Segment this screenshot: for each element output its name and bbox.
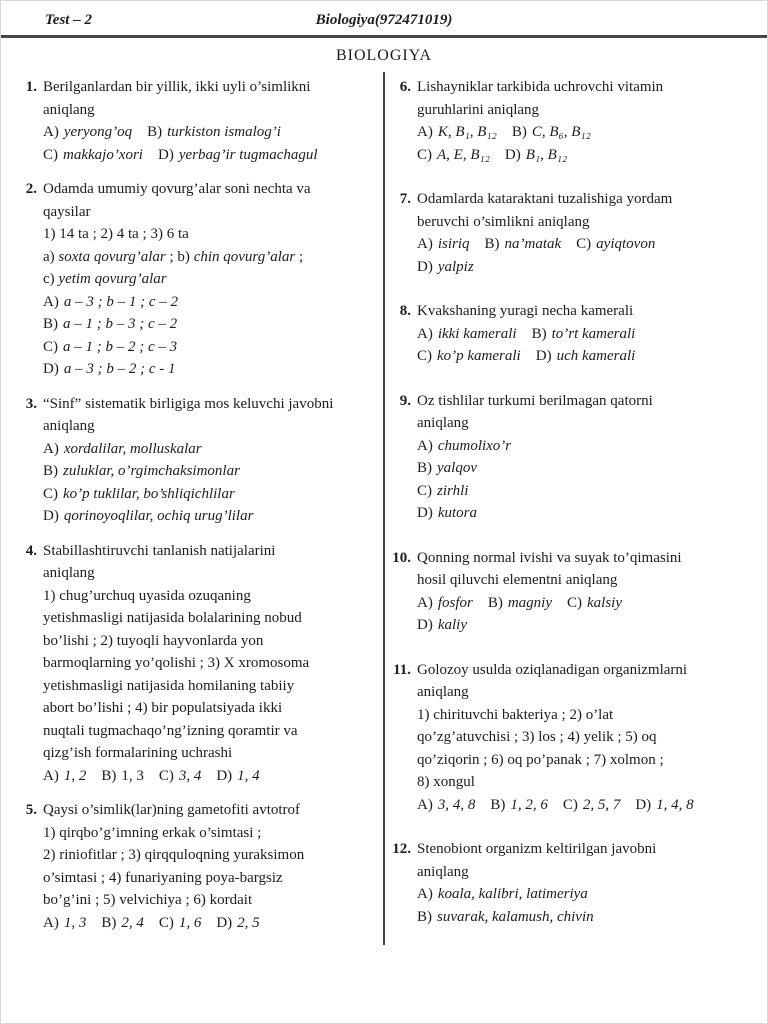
option-label: A) (43, 293, 59, 310)
options-row (417, 233, 765, 256)
option-text: a – 1 ; b – 3 ; c – 2 (63, 316, 178, 332)
question-item-line (43, 630, 373, 653)
question-stem-line: qaysilar (43, 203, 91, 220)
option-A (43, 438, 202, 461)
options-row (417, 435, 765, 458)
question-item-line (43, 652, 373, 675)
question-number: 1. (25, 79, 37, 95)
option-text: yeryong’oq (63, 124, 133, 140)
options-row (43, 505, 373, 528)
question-stem-line: Stenobiont organizm keltirilgan javobni (417, 841, 657, 857)
option-text: C, B₆, B₁₂ (531, 124, 591, 140)
option-text: 1, 4 (237, 767, 260, 784)
options-row (417, 502, 765, 525)
question-number: 4. (25, 542, 37, 559)
option-D (216, 765, 259, 788)
question-stem-line: Golozoy usulda oziqlanadigan organizmlarni (417, 661, 688, 678)
question-content (417, 838, 765, 928)
option-B (43, 460, 240, 483)
page-header (1, 12, 767, 33)
question (389, 390, 765, 525)
option-text: 2, 5 (237, 914, 260, 931)
option-A (43, 912, 86, 935)
question-item-line (43, 675, 373, 698)
option-D (43, 358, 175, 381)
option-text: xordalilar, molluskalar (63, 440, 202, 457)
option-label: C) (158, 914, 174, 931)
question-stem-line: aniqlang (417, 415, 469, 431)
question-stem-line: Stabillashtiruvchi tanlanish natijalarini (43, 542, 276, 559)
option-label: D) (635, 796, 652, 813)
options-row (417, 883, 765, 906)
option-label: C) (417, 348, 432, 364)
option-label: D) (417, 505, 433, 521)
option-text: a – 3 ; b – 2 ; c - 1 (63, 361, 176, 377)
option-C (43, 336, 177, 359)
option-text: 2, 5, 7 (582, 796, 621, 813)
options-row (417, 906, 765, 929)
question-content (417, 390, 765, 525)
option-label: A) (417, 236, 433, 252)
options-row (417, 592, 765, 615)
plain-text: qizg’ish formalarining uchrashi (43, 745, 233, 761)
option-text: 1, 2, 6 (510, 796, 548, 813)
right-column (383, 75, 767, 950)
option-label: B) (43, 316, 58, 332)
plain-text: 1) 14 ta ; 2) 4 ta ; 3) 6 ta (43, 226, 189, 242)
question-item-line (417, 704, 765, 727)
option-text: 1, 2 (63, 767, 87, 784)
option-D (417, 614, 467, 637)
option-C (159, 765, 202, 788)
option-text: A, E, B₁₂ (437, 146, 490, 163)
option-label: B) (417, 460, 432, 476)
option-label: B) (511, 124, 527, 140)
option-label: C) (158, 767, 174, 784)
question-number: 6. (399, 79, 411, 95)
question-content (43, 393, 373, 528)
question-number: 7. (399, 191, 411, 207)
option-label: B) (487, 594, 503, 611)
option-label: C) (567, 594, 583, 611)
question-item-line (43, 607, 373, 630)
question-item-line (417, 749, 765, 772)
question-number: 12. (392, 841, 411, 857)
question-stem-line: Qaysi o’simlik(lar)ning gametofiti avtotrof (43, 802, 301, 818)
option-label: C) (417, 482, 432, 499)
option-text: yerbag’ir tugmachagul (178, 146, 318, 163)
question-item-line (43, 720, 373, 743)
option-label: B) (101, 914, 117, 931)
option-C (567, 592, 622, 615)
question-content (417, 300, 765, 368)
question-stem-line: “Sinf” sistematik birligiga mos keluvchi javobni (43, 395, 334, 412)
option-text: qorinoyoqlilar, ochiq urug’lilar (63, 508, 254, 524)
option-label: A) (417, 325, 433, 342)
options-row (43, 460, 373, 483)
plain-text: 1) chug’urchuq uyasida ozuqaning (43, 587, 251, 604)
option-D (536, 345, 636, 368)
question (15, 178, 373, 381)
option-label: B) (531, 325, 547, 342)
option-label: D) (417, 617, 433, 633)
option-C (417, 480, 468, 503)
question-item-line (417, 771, 765, 794)
option-B (43, 313, 177, 336)
question-content (417, 547, 765, 637)
question-number: 10. (392, 549, 411, 566)
options-row (43, 121, 373, 144)
option-D (216, 912, 259, 935)
option-text: kaliy (437, 617, 467, 633)
option-text: suvarak, kalamush, chivin (437, 908, 594, 925)
option-label: C) (562, 796, 578, 813)
options-row (43, 144, 373, 167)
option-label: D) (43, 508, 59, 524)
plain-text: barmoqlarning yo’qolishi ; 3) X xromosoma (43, 655, 310, 671)
option-label: B) (147, 124, 163, 140)
options-row (43, 438, 373, 461)
option-D (158, 144, 318, 167)
option-label: B) (43, 463, 58, 479)
options-row (43, 483, 373, 506)
options-row (43, 765, 373, 788)
option-label: A) (417, 886, 433, 902)
option-text: K, B₁, B₁₂ (437, 124, 497, 140)
option-label: B) (484, 236, 500, 252)
question-stem-line: Odamlarda kataraktani tuzalishiga yordam (417, 191, 673, 207)
option-A (43, 765, 86, 788)
option-C (159, 912, 202, 935)
option-label: A) (417, 124, 433, 140)
option-text: fosfor (437, 594, 473, 611)
option-B (532, 323, 636, 346)
options-row (417, 256, 765, 279)
options-row (417, 794, 765, 817)
option-A (43, 121, 132, 144)
question-content (43, 178, 373, 381)
question-content (43, 799, 373, 934)
options-row (43, 291, 373, 314)
option-label: A) (417, 594, 433, 611)
option-C (43, 144, 143, 167)
question (15, 76, 373, 166)
option-text: magniy (507, 594, 553, 611)
option-label: B) (417, 908, 432, 925)
plain-text: yetishmasligi natijasida homilaning tabiiy (43, 677, 295, 694)
question-stem-line: beruvchi o’simlikni aniqlang (417, 213, 590, 230)
option-text: 3, 4, 8 (437, 796, 476, 813)
question (389, 547, 765, 637)
option-text: kutora (437, 505, 477, 521)
option-label: C) (576, 236, 592, 252)
option-text: yalqov (437, 460, 477, 476)
italic-text: soxta qovurg’alar (58, 248, 166, 265)
option-C (43, 483, 235, 506)
questions-area (1, 75, 767, 950)
options-row (417, 614, 765, 637)
option-B (101, 765, 144, 788)
question-stem-line: hosil qiluvchi elementni aniqlang (417, 572, 618, 588)
question (389, 76, 765, 166)
option-text: isiriq (437, 236, 470, 252)
option-A (417, 883, 588, 906)
question-item-line (43, 585, 373, 608)
option-B (488, 592, 552, 615)
plain-text: 8) xongul (417, 774, 475, 790)
option-label: A) (43, 440, 59, 457)
question-number: 3. (25, 395, 37, 412)
option-label: B) (101, 767, 117, 784)
option-text: 1, 3 (63, 914, 87, 931)
plain-text: a) (43, 248, 59, 265)
option-text: chumolixo’r (437, 437, 512, 454)
question-item-line (417, 726, 765, 749)
options-row (417, 121, 765, 144)
option-A (417, 435, 511, 458)
option-A (417, 323, 517, 346)
option-text: yalpiz (437, 258, 474, 275)
question-item-line (43, 889, 373, 912)
options-row (43, 336, 373, 359)
option-C (576, 233, 655, 256)
options-row (43, 358, 373, 381)
option-text: to’rt kamerali (551, 325, 636, 342)
option-text: 3, 4 (178, 767, 202, 784)
option-text: B₁, B₁₂ (525, 146, 568, 163)
options-row (417, 480, 765, 503)
question (15, 540, 373, 788)
question-stem-line: Odamda umumiy qovurg’alar soni nechta va (43, 181, 311, 197)
question-stem-line: Qonning normal ivishi va suyak to’qimasini (417, 549, 682, 566)
plain-text: ; (295, 248, 304, 265)
option-text: uch kamerali (556, 348, 636, 364)
option-label: D) (157, 146, 174, 163)
option-A (43, 291, 178, 314)
option-C (417, 345, 521, 368)
question-stem-line: guruhlarini aniqlang (417, 101, 540, 118)
question (15, 393, 373, 528)
option-text: zirhli (437, 482, 469, 499)
option-B (417, 457, 477, 480)
plain-text: qo’zg’atuvchisi ; 3) los ; 4) yelik ; 5) oq (417, 729, 657, 745)
question-item-line (43, 742, 373, 765)
option-B (101, 912, 144, 935)
option-text: 1, 4, 8 (656, 796, 694, 813)
left-column (1, 75, 383, 946)
option-label: A) (43, 124, 59, 140)
question-content (417, 659, 765, 817)
plain-text: qo’ziqorin ; 6) oq po’panak ; 7) xolmon ; (417, 751, 664, 768)
option-A (417, 233, 470, 256)
option-A (417, 592, 473, 615)
question (389, 188, 765, 278)
plain-text: o’simtasi ; 4) funariyaning poya-bargsiz (43, 869, 283, 886)
option-label: D) (417, 258, 433, 275)
option-text: ayiqtovon (596, 236, 656, 252)
question-content (417, 188, 765, 278)
column-divider (383, 72, 385, 945)
plain-text: c) (43, 271, 59, 287)
option-label: C) (43, 146, 58, 163)
option-text: a – 3 ; b – 1 ; c – 2 (63, 293, 178, 310)
question-stem-line: Berilganlardan bir yillik, ikki uyli o’simlikni (43, 79, 311, 95)
options-row (417, 345, 765, 368)
question-item-line (43, 246, 373, 269)
question (389, 838, 765, 928)
option-text: turkiston ismalog’i (167, 124, 281, 140)
option-C (563, 794, 621, 817)
question-stem-line: Oz tishlilar turkumi berilmagan qatorni (417, 392, 653, 409)
option-text: ko’p tuklilar, bo’shliqichlilar (63, 485, 235, 502)
option-label: D) (216, 767, 233, 784)
option-D (635, 794, 693, 817)
question (389, 300, 765, 368)
options-row (417, 457, 765, 480)
option-B (417, 906, 594, 929)
question-content (43, 76, 373, 166)
option-label: A) (43, 767, 59, 784)
option-label: C) (417, 146, 432, 163)
plain-text: 1) qirqbo’g’imning erkak o’simtasi ; (43, 824, 262, 841)
question-content (417, 76, 765, 166)
question-item-line (43, 844, 373, 867)
option-text: ko’p kamerali (437, 348, 521, 364)
header-rule (1, 35, 767, 38)
option-A (417, 794, 475, 817)
option-text: a – 1 ; b – 2 ; c – 3 (63, 338, 178, 355)
subject-title: BIOLOGIYA (335, 47, 433, 64)
plain-text: yetishmasligi natijasida bolalarining nobud (43, 610, 302, 626)
question (15, 799, 373, 934)
options-row (417, 323, 765, 346)
option-text: zuluklar, o’rgimchaksimonlar (63, 463, 240, 479)
option-C (417, 144, 490, 167)
option-A (417, 121, 497, 144)
italic-text: yetim qovurg’alar (58, 271, 167, 287)
question-stem-line: aniqlang (417, 684, 469, 700)
options-row (43, 912, 373, 935)
test-number-label: Test – 2 (45, 12, 92, 28)
question-stem-line: aniqlang (417, 863, 469, 880)
plain-text: ; b) (165, 248, 194, 265)
option-text: 2, 4 (121, 914, 144, 931)
document-title: Biologiya(972471019) (315, 12, 453, 28)
option-text: na’matak (504, 236, 562, 252)
question-stem-line: Kvakshaning yuragi necha kamerali (417, 303, 634, 319)
question-content (43, 540, 373, 788)
options-row (43, 313, 373, 336)
question-item-line (43, 867, 373, 890)
option-D (417, 256, 474, 279)
question-number: 8. (399, 303, 411, 319)
question-number: 2. (25, 181, 37, 197)
question-item-line (43, 822, 373, 845)
option-B (512, 121, 591, 144)
option-D (505, 144, 567, 167)
option-text: makkajo’xori (63, 146, 143, 163)
option-label: D) (535, 348, 552, 364)
option-label: A) (43, 914, 59, 931)
question-number: 11. (393, 661, 411, 678)
option-B (490, 794, 548, 817)
option-label: C) (43, 338, 58, 355)
option-label: D) (43, 361, 59, 377)
option-label: C) (43, 485, 58, 502)
question-item-line (43, 697, 373, 720)
question-stem-line: Lishayniklar tarkibida uchrovchi vitamin (417, 79, 664, 95)
question-number: 5. (25, 802, 37, 818)
plain-text: abort bo’lishi ; 4) bir populatsiyada ikki (43, 700, 283, 716)
option-B (147, 121, 281, 144)
option-text: koala, kalibri, latimeriya (437, 886, 588, 902)
option-text: 1, 3 (121, 767, 144, 784)
plain-text: nuqtali tugmachaqo’ng’izning qoramtir va (43, 722, 298, 739)
question-stem-line: aniqlang (43, 101, 95, 118)
italic-text: chin qovurg’alar (193, 248, 296, 265)
plain-text: 1) chirituvchi bakteriya ; 2) o’lat (417, 706, 614, 723)
option-label: D) (504, 146, 521, 163)
plain-text: bo’lishi ; 2) tuyoqli hayvonlarda yon (43, 632, 264, 649)
option-label: D) (216, 914, 233, 931)
question-stem-line: aniqlang (43, 565, 95, 581)
question-stem-line: aniqlang (43, 418, 95, 434)
option-text: 1, 6 (178, 914, 202, 931)
plain-text: bo’g’ini ; 5) velvichiya ; 6) kordait (43, 892, 253, 908)
option-text: kalsiy (587, 594, 623, 611)
question-number: 9. (399, 392, 411, 409)
option-label: A) (417, 796, 433, 813)
option-B (485, 233, 562, 256)
option-D (417, 502, 477, 525)
option-D (43, 505, 253, 528)
option-label: A) (417, 437, 433, 454)
option-text: ikki kamerali (437, 325, 517, 342)
option-label: B) (490, 796, 506, 813)
question (389, 659, 765, 817)
plain-text: 2) riniofitlar ; 3) qirqquloqning yuraksimon (43, 847, 305, 863)
options-row (417, 144, 765, 167)
question-item-line (43, 223, 373, 246)
question-item-line (43, 268, 373, 291)
